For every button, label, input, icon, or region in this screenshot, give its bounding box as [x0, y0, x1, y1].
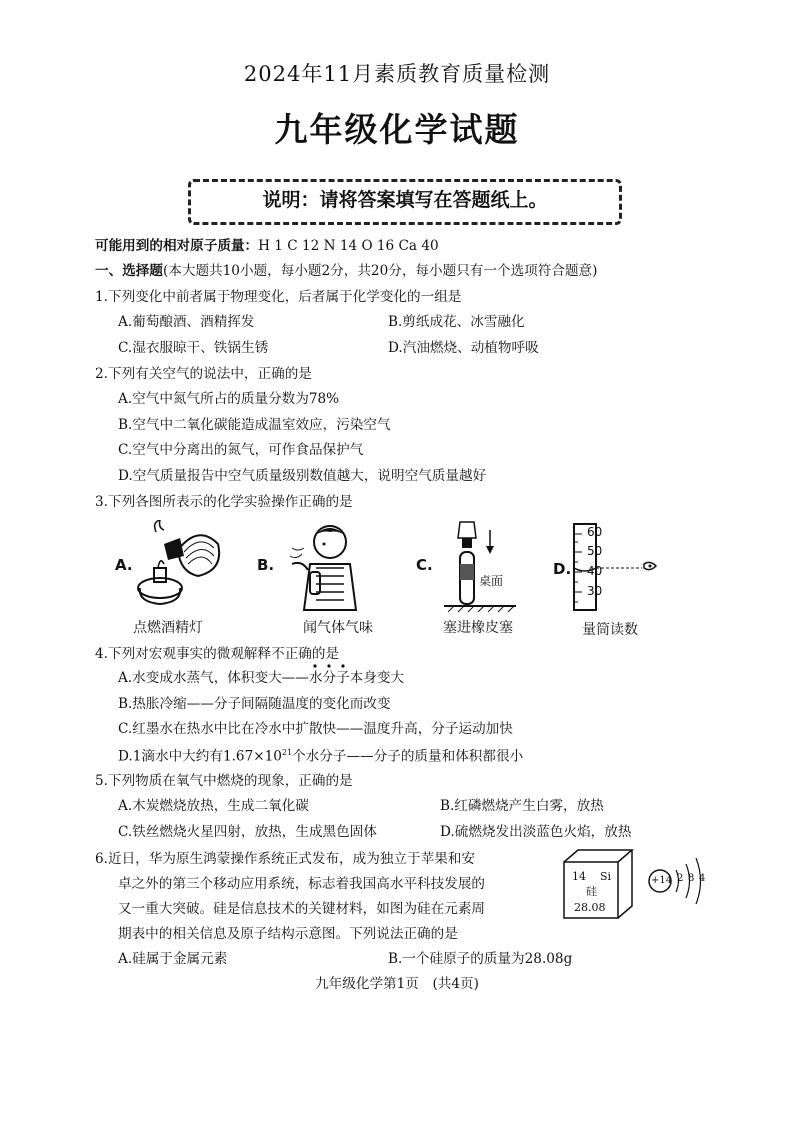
- q4-option-c: C.红墨水在热水中比在冷水中扩散快——温度升高，分子运动加快: [118, 721, 513, 737]
- alcohol-lamp-figure: [128, 520, 228, 612]
- q3-label-d: D.: [553, 560, 572, 578]
- cylinder-tick-50: 50: [587, 544, 603, 558]
- exam-name: 2024年11月素质教育质量检测: [243, 62, 551, 86]
- q3-label-a: A.: [115, 556, 133, 574]
- q3-label-b: B.: [257, 556, 275, 574]
- q6-line-2: 卓之外的第三个移动应用系统，标志着我国高水平科技发展的: [118, 876, 486, 892]
- q3-caption-b: 闻气体气味: [303, 620, 373, 636]
- q4-option-a: A.水变成水蒸气，体积变大——水分子本身变大: [118, 670, 405, 686]
- element-number: 14: [572, 870, 586, 883]
- cylinder-tick-30: 30: [587, 584, 603, 598]
- q5-option-c: C.铁丝燃烧火星四射，放热，生成黑色固体: [118, 824, 377, 840]
- atom-nucleus: +14: [651, 875, 673, 886]
- q3-caption-d: 量筒读数: [582, 622, 638, 638]
- q2-option-b: B.空气中二氧化碳能造成温室效应，污染空气: [118, 417, 391, 433]
- smell-gas-figure: [282, 520, 372, 612]
- q3-caption-a: 点燃酒精灯: [133, 620, 203, 636]
- q6-line-3: 又一重大突破。硅是信息技术的关键材料，如图为硅在元素周: [118, 901, 486, 917]
- page-footer: 九年级化学第1页 (共4页): [315, 976, 479, 992]
- q3-caption-c: 塞进橡皮塞: [443, 620, 513, 636]
- q3-label-c: C.: [416, 556, 433, 574]
- q1-option-c: C.湿衣服晾干、铁锅生锈: [118, 340, 269, 356]
- q4-option-b: B.热胀冷缩——分子间隔随温度的变化而改变: [118, 696, 391, 712]
- element-symbol: Si: [600, 870, 612, 883]
- exam-title: 九年级化学试题: [274, 110, 520, 149]
- graduated-cylinder-figure: [560, 522, 660, 614]
- atomic-masses-line: [95, 240, 439, 254]
- q1-stem: 1.下列变化中前者属于物理变化，后者属于化学变化的一组是: [95, 289, 462, 305]
- notice-text: 说明：请将答案填写在答题纸上。: [262, 189, 548, 211]
- q5-option-d: D.硫燃烧发出淡蓝色火焰，放热: [440, 824, 632, 840]
- q6-option-a: A.硅属于金属元素: [118, 951, 228, 967]
- q6-line-4: 期表中的相关信息及原子结构示意图。下列说法正确的是: [118, 926, 458, 942]
- section-description: (本大题共10小题，每小题2分，共20分，每小题只有一个选项符合题意): [162, 263, 598, 279]
- cylinder-tick-40: 40: [587, 564, 603, 578]
- q4-d-exponent: 21: [281, 748, 293, 757]
- q2-option-c: C.空气中分离出的氮气，可作食品保护气: [118, 442, 364, 458]
- shell-3: 4: [699, 873, 706, 884]
- atomic-masses-label: 可能用到的相对原子质量：: [95, 238, 259, 254]
- element-name: 硅: [586, 885, 597, 898]
- rubber-stopper-figure: [440, 520, 520, 612]
- q2-option-a: A.空气中氮气所占的质量分数为78%: [118, 391, 340, 407]
- q1-option-a: A.葡萄酿酒、酒精挥发: [118, 314, 255, 330]
- element-mass: 28.08: [574, 901, 606, 914]
- shell-1: 2: [677, 873, 684, 884]
- q1-option-d: D.汽油燃烧、动植物呼吸: [388, 340, 539, 356]
- q4-d-pre: D.1滴水中大约有1.67×10: [118, 748, 282, 765]
- table-label: 桌面: [479, 574, 504, 588]
- q4-d-post: 个水分子——分子的质量和体积都很小: [292, 748, 524, 765]
- section-heading-line: [95, 265, 597, 279]
- q5-stem: 5.下列物质在氧气中燃烧的现象，正确的是: [95, 773, 353, 789]
- q5-option-a: A.木炭燃烧放热，生成二氧化碳: [118, 798, 309, 814]
- q6-line-1: 6.近日，华为原生鸿蒙操作系统正式发布，成为独立于苹果和安: [95, 851, 475, 867]
- emphasis-dots: [312, 663, 352, 669]
- q4-stem: 4.下列对宏观事实的微观解释不正确的是: [95, 646, 340, 662]
- cylinder-tick-60: 60: [587, 525, 603, 539]
- q2-stem: 2.下列有关空气的说法中，正确的是: [95, 366, 312, 382]
- q1-option-b: B.剪纸成花、冰雪融化: [388, 314, 525, 330]
- q5-option-b: B.红磷燃烧产生白雾，放热: [440, 798, 604, 814]
- section-heading: 一、选择题: [95, 263, 163, 279]
- q4-option-d: [118, 749, 523, 764]
- q2-option-d: D.空气质量报告中空气质量级别数值越大，说明空气质量越好: [118, 468, 487, 484]
- atomic-masses-values: H 1 C 12 N 14 O 16 Ca 40: [258, 238, 439, 254]
- q3-stem: 3.下列各图所表示的化学实验操作正确的是: [95, 494, 353, 510]
- q6-option-b: B.一个硅原子的质量为28.08g: [388, 951, 573, 967]
- shell-2: 8: [688, 873, 695, 884]
